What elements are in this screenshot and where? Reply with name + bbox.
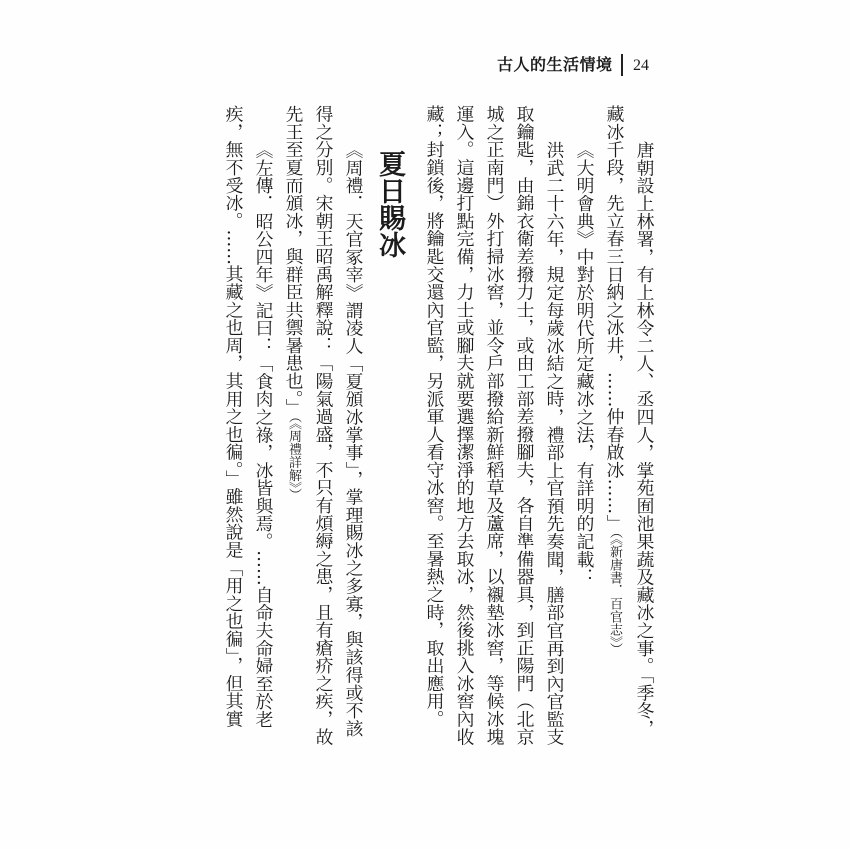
text-column: [604, 105, 624, 655]
text-column: [544, 105, 564, 745]
text-line: 城之正南門）外打掃冰窖，並令戶部撥給新鮮稻草及蘆席，以襯墊冰窖，等候冰塊: [484, 105, 505, 746]
text-column: [223, 105, 243, 728]
text-line: 運入。這邊打點完備，力士或腳夫就要選擇潔淨的地方去取冰，然後挑入冰窖內收: [454, 105, 475, 746]
page-number: 24: [633, 57, 649, 74]
text-line: 《大明會典》中對於明代所定藏冰之法，有詳明的記載：: [574, 140, 595, 586]
citation: （《新唐書．百官志》）: [607, 531, 622, 656]
text-column: [454, 105, 474, 745]
text-column: [514, 105, 534, 745]
text-line: 取鑰匙，由錦衣衛差撥力士，或由工部差撥腳夫，各自準備器具，到正陽門（北京: [514, 105, 535, 746]
section-heading: 夏日賜冰: [374, 150, 405, 258]
text-line: 藏冰千段，先立春三日納之冰井，……仲春啟冰……」: [604, 105, 625, 532]
text-line: 得之分別。宋朝王昭禹解釋說：「陽氣過盛，不只有煩縟之患，且有瘡疥之疾，故: [313, 105, 334, 746]
text-column: [343, 105, 363, 737]
text-line: 先王至夏而頒冰，與群臣共禦暑患也。」: [283, 105, 304, 417]
text-column: [253, 105, 273, 728]
text-line: 疾，無不受冰。……其藏之也周，其用之也徧。」雖然說是「用之也徧」，但其實: [223, 105, 244, 728]
text-column: [313, 105, 333, 745]
text-line: 《左傳．昭公四年》記曰：「食肉之祿，冰皆與焉。……自命夫命婦至於老: [253, 140, 274, 728]
text-line: 藏；封鎖後，將鑰匙交還內官監，另派軍人看守冰窖。至暑熱之時，取出應用。: [424, 105, 445, 728]
text-line: 唐朝設上林署，有上林令二人、丞四人，掌苑囿池果蔬及藏冰之事。「季冬，: [634, 140, 655, 737]
text-column: [634, 105, 654, 737]
text-column: [574, 105, 594, 585]
citation: （《周禮詳解》）: [286, 416, 301, 501]
text-column: [484, 105, 504, 745]
header-divider: [621, 54, 623, 76]
text-line: 洪武二十六年，規定每歲冰結之時，禮部上官預先奏聞，膳部官再到內官監支: [544, 140, 565, 746]
text-line: 《周禮．天官冢宰》謂凌人「夏頒冰掌事」，掌理賜冰之多寡，與該得或不該: [343, 140, 364, 737]
text-column: [424, 105, 444, 728]
book-title: 古人的生活情境: [497, 55, 613, 74]
text-column: [283, 105, 303, 501]
